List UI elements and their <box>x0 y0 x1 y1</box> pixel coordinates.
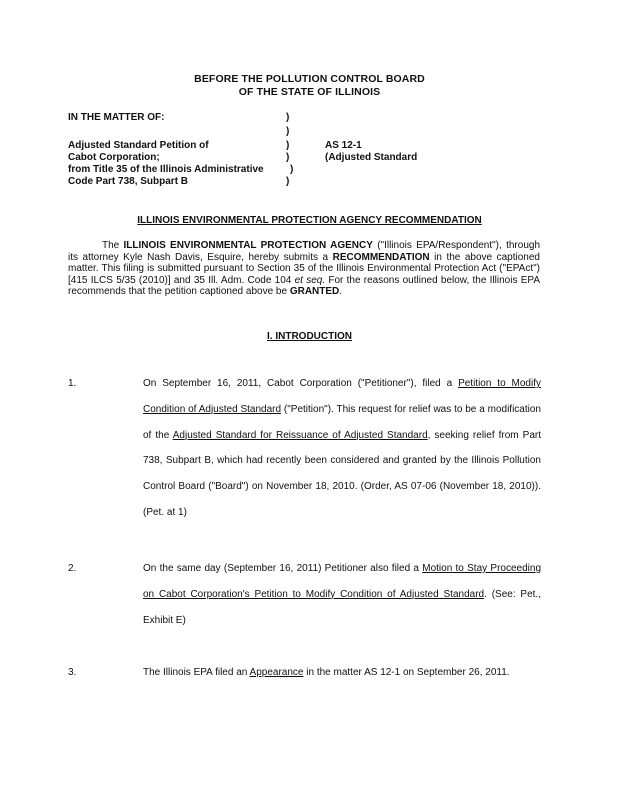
adjusted-standard-ref: Adjusted Standard for Reissuance of Adjusted Standard <box>172 429 428 441</box>
numbered-paragraph: On September 16, 2011, Cabot Corporation ("Petitioner"), filed a Petition to Modify Condition of Adjusted Standard ("Petition"). This request for relief was to be a modification of the Adjusted Standard for Reissuance of Adjusted Standard, seeking relief from Part 738, Subpart B, which had recently been considered and granted by the Illinois Pollution Control Board ("Board") on November 18, 2010. (Order, AS 07-06 (November 18, 2010)). (Pet. at 1) <box>143 378 541 518</box>
in-the-matter-of: IN THE MATTER OF: <box>68 112 165 123</box>
case-type: (Adjusted Standard <box>325 152 418 163</box>
state-name: OF THE STATE OF ILLINOIS <box>238 86 381 98</box>
caption-paren: ) <box>286 152 290 163</box>
caption-paren: ) <box>286 126 290 137</box>
section-heading: I. INTRODUCTION <box>267 331 352 342</box>
board-name: BEFORE THE POLLUTION CONTROL BOARD <box>194 73 425 85</box>
motion-to-stay-ref: Motion to Stay Proceeding on Cabot Corporation's Petition to Modify Condition of Adjusted Standard <box>143 563 542 600</box>
paragraph-number: 1. <box>68 378 77 389</box>
intro-paragraph: The ILLINOIS ENVIRONMENTAL PROTECTION AGENCY ("Illinois EPA/Respondent"), through its attorney Kyle Nash Davis, Esquire, hereby submits a RECOMMENDATION in the above captioned matter. This filing is submitted pursuant to Section 35 of the Illinois Environmental Protection Act ("EPAct") [415 ILCS 5/35 (2010)] and 35 Ill. Adm. Code 104 et seq. For the reasons outlined below, the Illinois EPA recommends that the petition captioned above be GRANTED. <box>68 240 541 297</box>
caption-line-1: Adjusted Standard Petition of <box>68 140 209 151</box>
caption-paren: ) <box>286 140 290 151</box>
caption-paren: ) <box>290 164 294 175</box>
petition-link: Petition to Modify Condition of Adjusted Standard <box>143 378 541 415</box>
appearance-ref: Appearance <box>249 667 304 678</box>
caption-line-2: Cabot Corporation; <box>68 152 160 163</box>
caption-paren: ) <box>286 176 290 187</box>
case-number: AS 12-1 <box>325 140 362 151</box>
caption-paren: ) <box>286 112 290 123</box>
numbered-paragraph: The Illinois EPA filed an Appearance in the matter AS 12-1 on September 26, 2011. <box>143 667 510 678</box>
document-title: ILLINOIS ENVIRONMENTAL PROTECTION AGENCY RECOMMENDATION <box>137 215 482 226</box>
caption-line-4: Code Part 738, Subpart B <box>68 176 189 187</box>
numbered-paragraph: On the same day (September 16, 2011) Petitioner also filed a Motion to Stay Proceeding on Cabot Corporation's Petition to Modify Condition of Adjusted Standard. (See: Pet., Exhibit E) <box>143 563 542 626</box>
paragraph-number: 2. <box>68 563 77 574</box>
paragraph-number: 3. <box>68 667 77 678</box>
caption-line-3: from Title 35 of the Illinois Administrative <box>68 164 264 175</box>
